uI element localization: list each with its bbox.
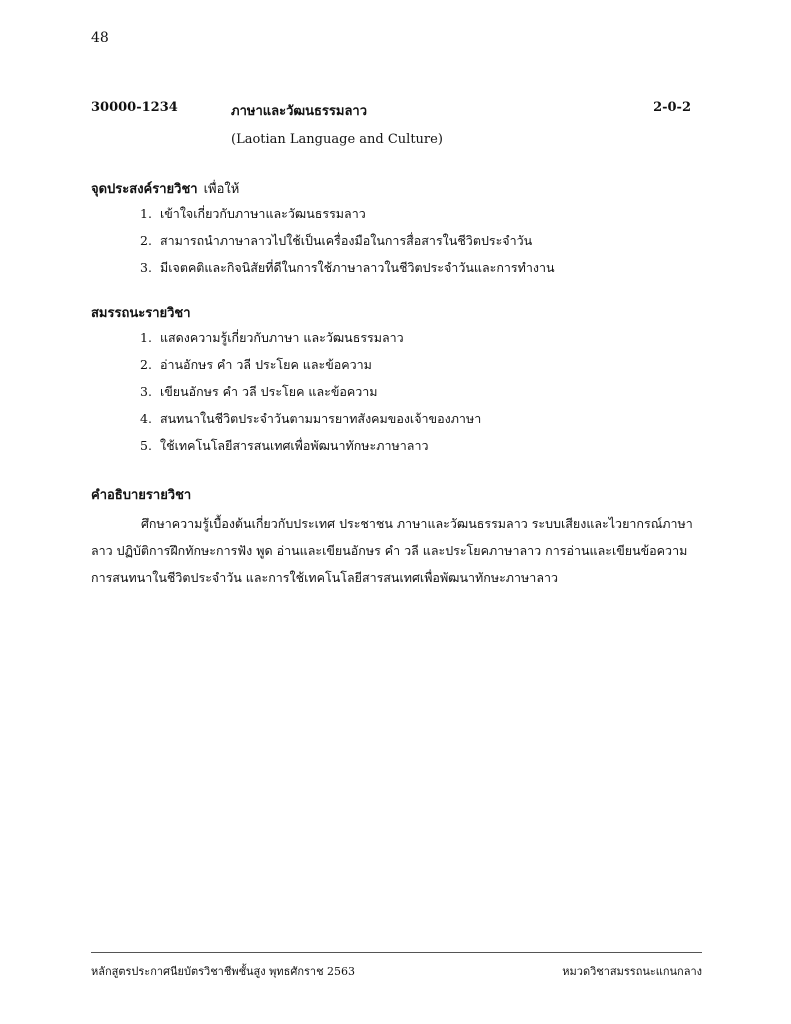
list-item-text: แสดงความรู้เกี่ยวกับภาษา และวัฒนธรรมลาว [159,330,404,345]
list-item-text: อ่านอักษร คำ วลี ประโยค และข้อความ [159,357,372,372]
list-item-number: 3. [140,260,152,275]
list-item-text: สนทนาในชีวิตประจำวันตามมารยาทสังคมของเจ้าของภาษา [159,411,482,426]
footer-curriculum: หลักสูตรประกาศนียบัตรวิชาชีพชั้นสูง พุทธศักราช 2563 [91,965,356,978]
competencies-list [140,328,481,463]
list-item-number: 2. [140,357,152,372]
course-name-thai: ภาษาและวัฒนธรรมลาว [231,104,368,119]
list-item [140,328,481,355]
course-header [91,100,691,120]
list-item-number: 1. [140,206,152,221]
list-item-text: มีเจตคติและกิจนิสัยที่ดีในการใช้ภาษาลาวในชีวิตประจำวันและการทำงาน [159,260,555,275]
list-item [140,231,555,258]
list-item-text: ใช้เทคโนโลยีสารสนเทศเพื่อพัฒนาทักษะภาษาลาว [159,438,429,453]
objectives-heading [91,178,239,199]
page-number: 48 [91,30,109,46]
competencies-heading: สมรรถนะรายวิชา [91,306,191,321]
description-body [91,510,701,591]
objectives-list [140,204,555,285]
list-item-number: 1. [140,330,152,345]
list-item-text: เข้าใจเกี่ยวกับภาษาและวัฒนธรรมลาว [159,206,366,221]
objectives-heading-suffix: เพื่อให้ [203,182,240,197]
list-item-number: 3. [140,384,152,399]
list-item [140,382,481,409]
list-item-number: 4. [140,411,152,426]
description-text: ศึกษาความรู้เบื้องต้นเกี่ยวกับประเทศ ประชาชน ภาษาและวัฒนธรรมลาว ระบบเสียงและไวยากรณ์ภาษาลาว ปฏิบัติการฝึกทักษะการฟัง พูด อ่านและเขียนอักษร คำ วลี และประโยคภาษาลาว การอ่านและเขียนข้อความ การสนทนาในชีวิตประจำวัน และการใช้เทคโนโลยีสารสนเทศเพื่อพัฒนาทักษะภาษาลาว [91,516,693,585]
list-item [140,204,555,231]
course-name-english: (Laotian Language and Culture) [231,132,443,147]
footer-category: หมวดวิชาสมรรถนะแกนกลาง [562,965,702,978]
course-code: 30000-1234 [91,100,178,115]
course-credits: 2-0-2 [653,100,691,115]
list-item-text: เขียนอักษร คำ วลี ประโยค และข้อความ [159,384,378,399]
list-item [140,258,555,285]
list-item-number: 2. [140,233,152,248]
objectives-heading-label: จุดประสงค์รายวิชา [91,182,198,197]
description-heading: คำอธิบายรายวิชา [91,488,192,503]
list-item [140,409,481,436]
list-item [140,355,481,382]
list-item [140,436,481,463]
list-item-text: สามารถนำภาษาลาวไปใช้เป็นเครื่องมือในการสื่อสารในชีวิตประจำวัน [159,233,533,248]
footer-divider [91,952,702,953]
list-item-number: 5. [140,438,152,453]
